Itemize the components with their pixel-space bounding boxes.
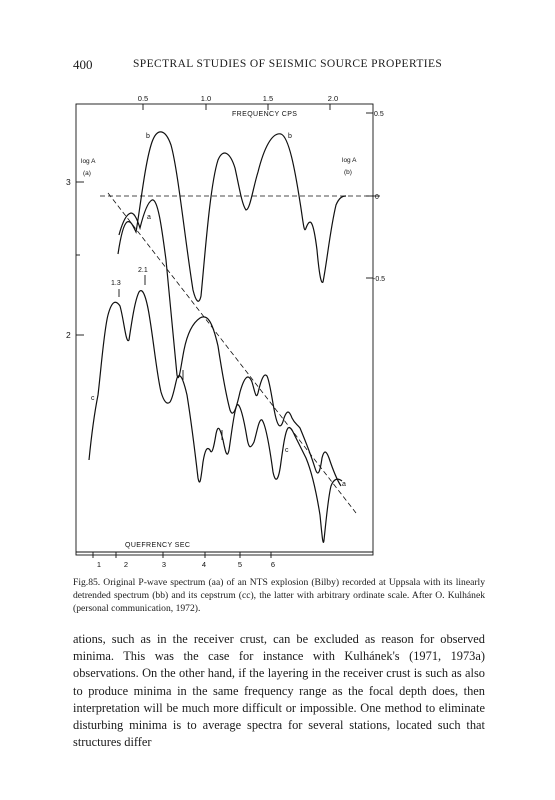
- bottom-tick-label: 5: [237, 560, 243, 569]
- left-tick-label: 3: [66, 177, 71, 187]
- left-axis-title: log A: [81, 158, 96, 165]
- body-paragraph: [73, 631, 485, 751]
- right-tick-label: 0.5: [374, 111, 384, 118]
- left-axis-title: (a): [83, 170, 91, 177]
- top-tick-label: 2.0: [327, 94, 339, 103]
- bottom-axis-title: QUEFRENCY SEC: [125, 542, 191, 549]
- body-text: ations, such as in the receiver crust, can be excluded as reason for observed minima. This was the case for instance with Kulhánek's (1971, 1973a) observations. On the other hand, if the layering in the receiver crust is such as also to produce minima in the same frequency range as the focal depth does, then interpretation will be much more difficult or impossible. One method to eliminate disturbing minima is to average spectra for several stations, located such that structures differ: [73, 632, 485, 750]
- bottom-tick-label: 2: [123, 560, 129, 569]
- left-tick-label: 2: [66, 330, 71, 340]
- peak-label: 2.1: [138, 267, 148, 274]
- top-tick-label: 1.5: [262, 94, 274, 103]
- top-tick-label: 1.0: [200, 94, 212, 103]
- running-title: SPECTRAL STUDIES OF SEISMIC SOURCE PROPERTIES: [133, 58, 443, 70]
- top-tick-label: 0.5: [137, 94, 149, 103]
- plot-frame: [76, 104, 373, 555]
- right-axis-title: log A: [342, 157, 357, 164]
- right-axis-title: (b): [344, 169, 352, 176]
- curve-c-cepstrum: [89, 291, 342, 543]
- curve-label-b: b: [288, 133, 292, 140]
- peak-label: 1.3: [111, 280, 121, 287]
- curve-label-a: a: [147, 214, 151, 221]
- right-tick-label: 0: [375, 194, 379, 201]
- figure-caption: Fig.85. Original P-wave spectrum (aa) of an NTS explosion (Bilby) recorded at Uppsala with its linearly detrended spectrum (bb) and its cepstrum (cc), the latter with arbitrary ordinate scale. After O. Kulhánek (personal communication, 1972).: [73, 577, 485, 614]
- bottom-tick-label: 1: [96, 560, 102, 569]
- top-axis: [143, 104, 330, 110]
- curve-label-c: c: [91, 395, 95, 402]
- right-tick-label: -0.5: [373, 276, 386, 283]
- bottom-tick-label: 6: [270, 560, 276, 569]
- left-axis: [76, 182, 84, 335]
- curve-label-b: b: [146, 133, 150, 140]
- page-number: 400: [73, 57, 93, 72]
- curve-label-c: c: [285, 447, 289, 454]
- curve-label-a: a: [342, 481, 346, 488]
- trend-line: [108, 193, 356, 513]
- bottom-tick-label: 4: [201, 560, 207, 569]
- bottom-tick-label: 3: [161, 560, 167, 569]
- curve-b-detrended-spectrum: [118, 132, 346, 301]
- top-axis-title: FREQUENCY CPS: [232, 111, 298, 118]
